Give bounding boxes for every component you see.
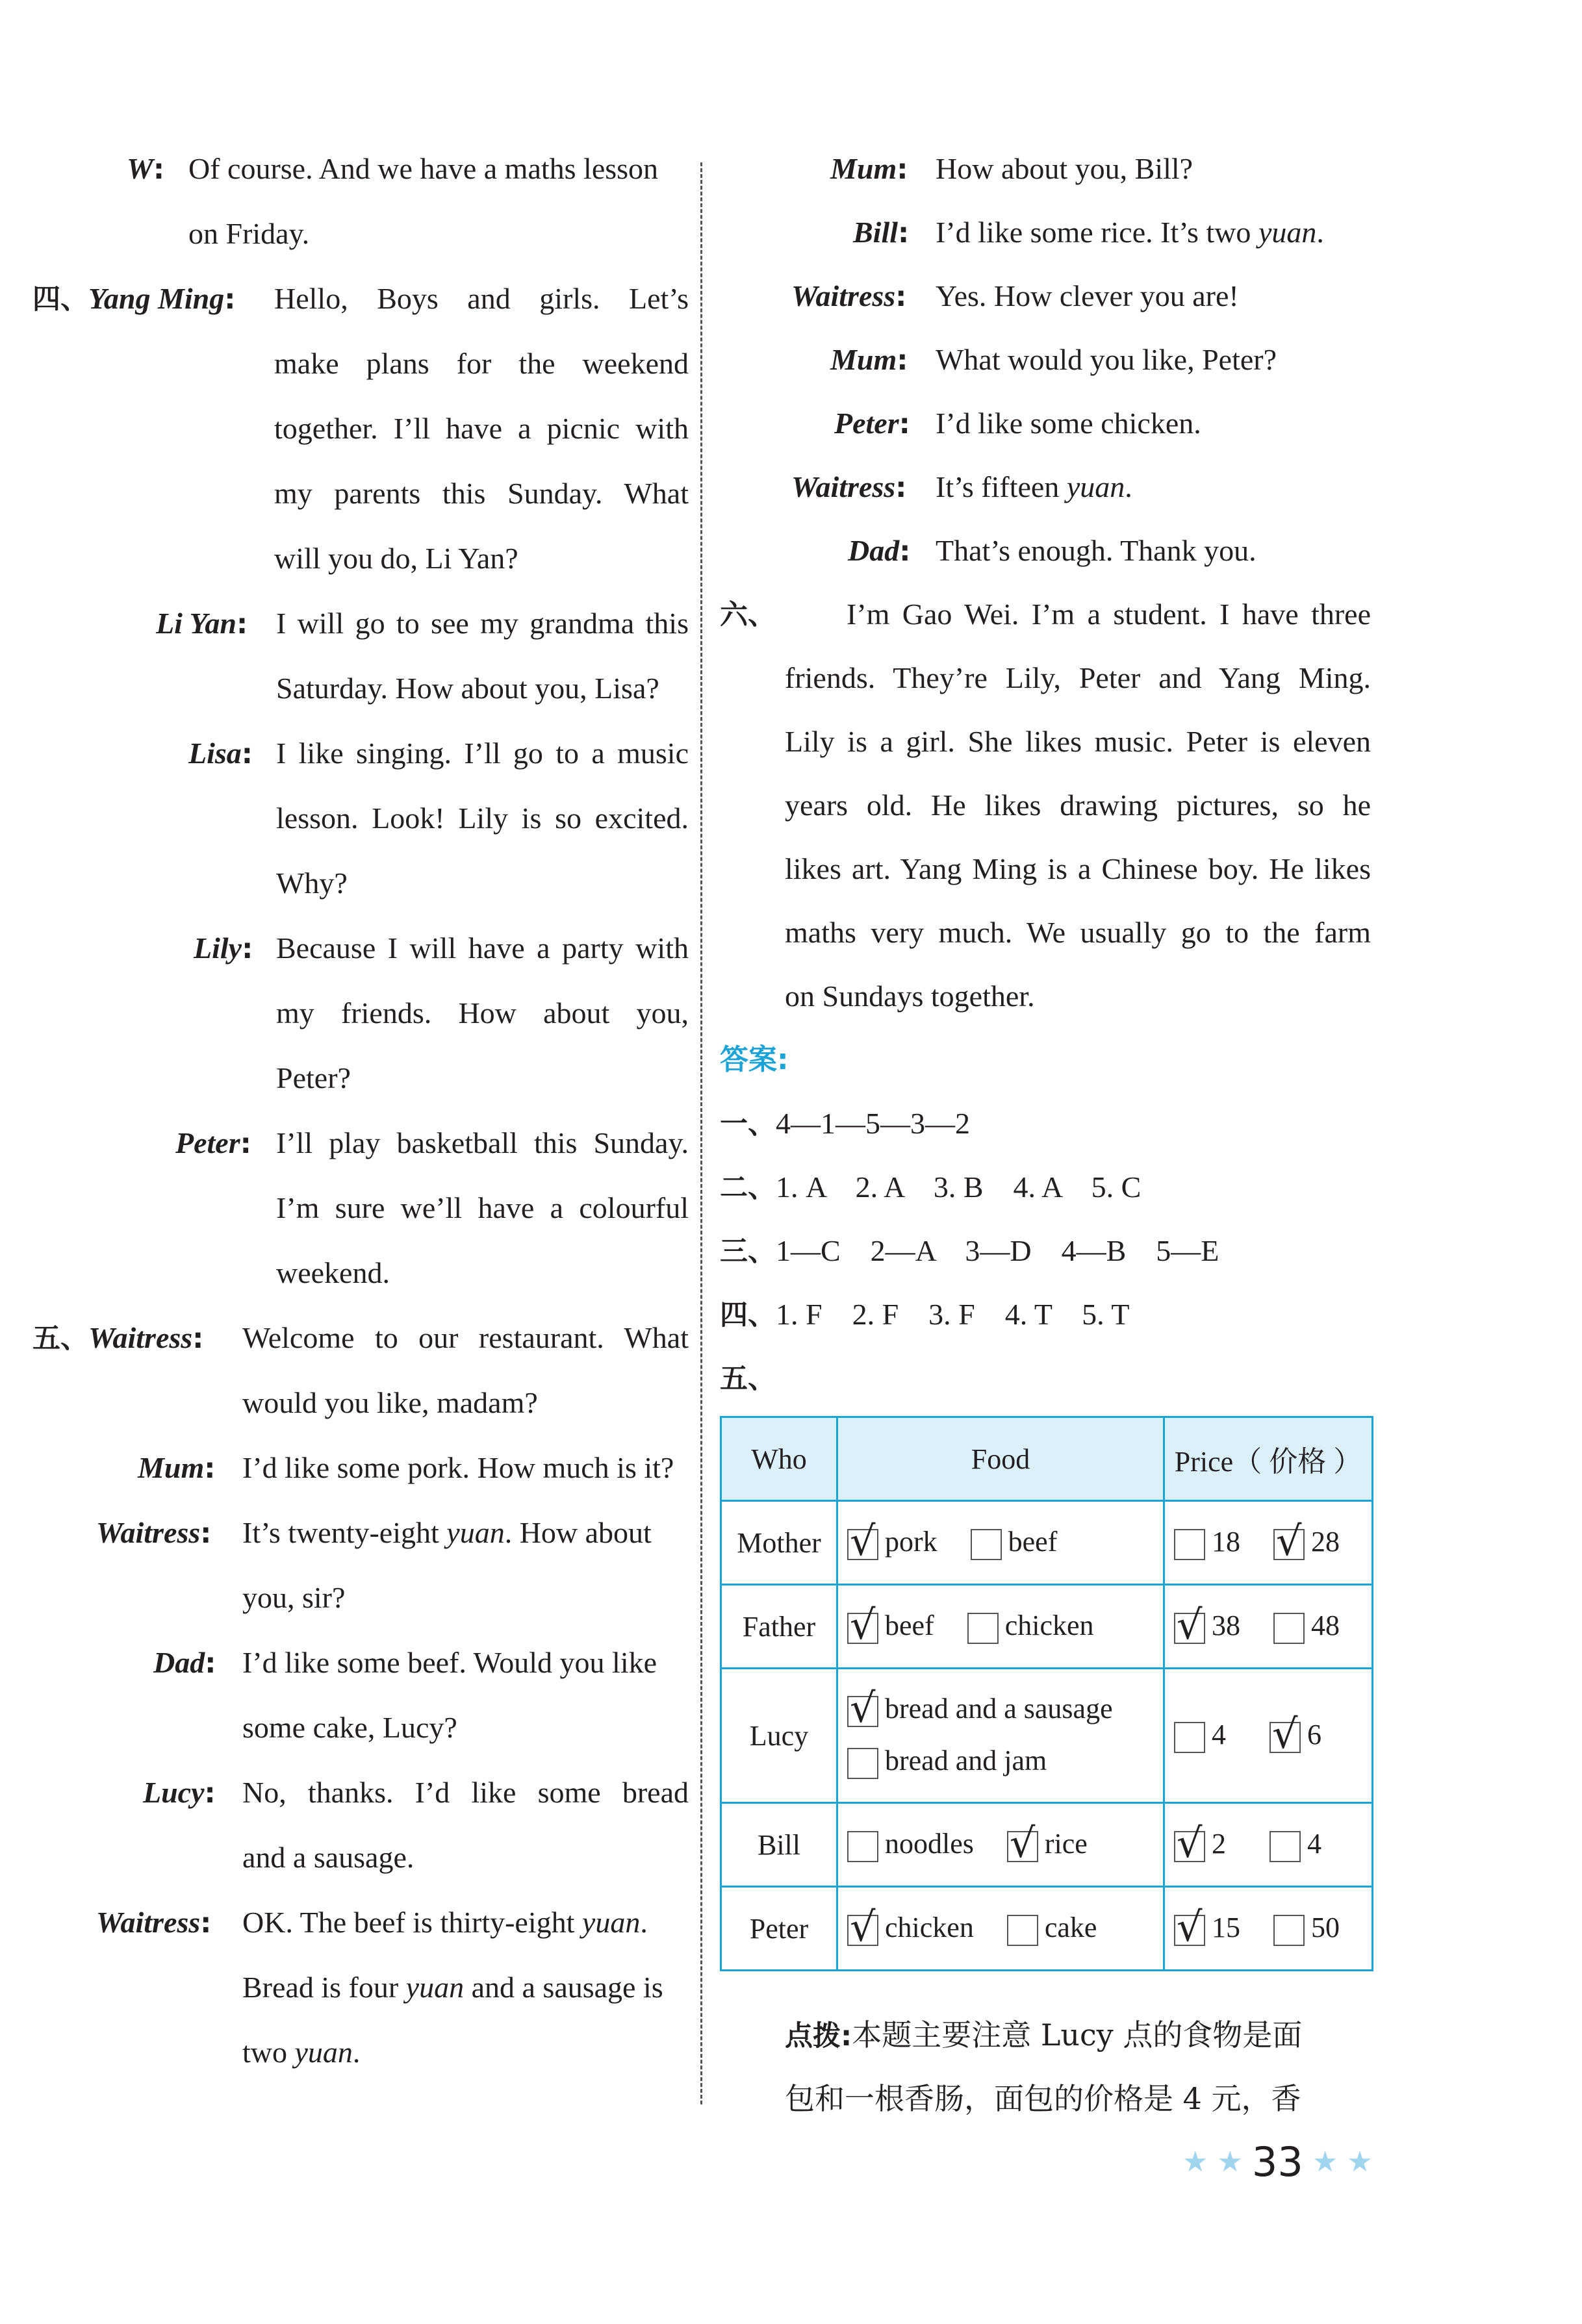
row-food: [837, 1887, 1164, 1971]
food-option: bread and jam: [847, 1744, 1154, 1779]
dialogue-text: It’s fifteen yuan.: [936, 470, 1132, 503]
checkbox-checked[interactable]: [847, 1529, 878, 1560]
dialogue-text: Of course. And we have a maths lesson: [188, 152, 659, 185]
checkbox[interactable]: [1007, 1915, 1038, 1946]
dialogue-text: Yes. How clever you are!: [936, 279, 1239, 312]
dialogue-text: I will go to see my grandma this: [276, 607, 689, 640]
star-icon: ★: [1347, 2145, 1373, 2179]
dialogue-text: two yuan.: [242, 2036, 361, 2069]
price-option: √ 2: [1174, 1827, 1226, 1862]
price-option: 18: [1174, 1525, 1240, 1560]
food-option: chicken: [967, 1609, 1094, 1644]
page-footer: [1182, 2138, 1373, 2186]
section-number: 四、Yang Ming:: [32, 282, 236, 316]
price-option: 4: [1269, 1827, 1321, 1862]
dialogue-text: What would you like, Peter?: [936, 343, 1277, 376]
speaker-label: Lily:: [194, 931, 253, 965]
dialogue-text: Bread is four yuan and a sausage is: [242, 1971, 663, 2004]
tip-line-2: 包和一根香肠，面包的价格是 4 元，香: [785, 2081, 1301, 2116]
food-option: noodles: [847, 1827, 974, 1862]
star-icon: ★: [1182, 2145, 1208, 2179]
dialogue-text: No, thanks. I’d like some bread: [242, 1776, 689, 1809]
speaker-label: Bill:: [853, 216, 910, 249]
table-row: [721, 1501, 1373, 1585]
dialogue-text: I’d like some chicken.: [936, 407, 1201, 440]
star-icon: ★: [1217, 2145, 1243, 2179]
row-price: [1164, 1585, 1373, 1669]
passage-line: years old. He likes drawing pictures, so he: [785, 789, 1371, 822]
tip-line-1: 点拨:本题主要注意 Lucy 点的食物是面: [785, 2017, 1303, 2052]
dialogue-text: I’d like some beef. Would you like: [242, 1646, 657, 1679]
section-number: 五、Waitress:: [32, 1321, 204, 1355]
dialogue-text: I like singing. I’ll go to a music: [276, 737, 689, 770]
table-row: [721, 1585, 1373, 1669]
price-option: √ 6: [1269, 1718, 1321, 1753]
dialogue-text: Welcome to our restaurant. What: [242, 1321, 689, 1354]
row-who: Peter: [721, 1887, 837, 1971]
speaker-label: Mum:: [830, 152, 908, 186]
food-option: √ rice: [1007, 1827, 1088, 1862]
speaker-label: Mum:: [138, 1451, 216, 1485]
speaker-label: Waitress:: [791, 279, 907, 313]
column-divider: [700, 162, 702, 2104]
checkbox-checked[interactable]: [847, 1696, 878, 1727]
checkbox[interactable]: [1174, 1529, 1205, 1560]
food-option: √ chicken: [847, 1911, 974, 1946]
checkbox[interactable]: [971, 1529, 1002, 1560]
dialogue-text: make plans for the weekend: [274, 347, 689, 380]
passage-line: Lily is a girl. She likes music. Peter is eleven: [785, 725, 1371, 758]
food-option: √ beef: [847, 1609, 934, 1644]
table-header-row: [721, 1417, 1373, 1501]
table-row: [721, 1803, 1373, 1887]
passage-line: I’m Gao Wei. I’m a student. I have three: [847, 598, 1371, 631]
checkbox-checked[interactable]: [847, 1613, 878, 1644]
dialogue-text: together. I’ll have a picnic with: [274, 412, 689, 445]
page-number: 33: [1251, 2138, 1303, 2186]
food-option: beef: [971, 1525, 1058, 1560]
checkbox-checked[interactable]: [1269, 1722, 1301, 1753]
row-who: Mother: [721, 1501, 837, 1585]
passage-line: friends. They’re Lily, Peter and Yang Ming.: [785, 661, 1371, 694]
checkbox-checked[interactable]: [1174, 1613, 1205, 1644]
speaker-label: Li Yan:: [156, 607, 248, 640]
speaker-label: Dad:: [848, 534, 911, 568]
speaker-label: Waitress:: [96, 1516, 212, 1550]
checkbox-checked[interactable]: [1273, 1529, 1305, 1560]
speaker-label: Lisa:: [188, 737, 253, 770]
dialogue-text: Hello, Boys and girls. Let’s: [274, 282, 689, 315]
dialogue-text: will you do, Li Yan?: [274, 542, 518, 575]
row-who: Father: [721, 1585, 837, 1669]
row-food: [837, 1585, 1164, 1669]
speaker-label: Waitress:: [791, 470, 907, 504]
checkbox[interactable]: [1273, 1915, 1305, 1946]
dialogue-text: would you like, madam?: [242, 1386, 538, 1419]
price-option: √ 38: [1174, 1609, 1240, 1644]
dialogue-text: How about you, Bill?: [936, 152, 1193, 185]
checkbox[interactable]: [1269, 1831, 1301, 1862]
speaker-label: Lucy:: [143, 1776, 216, 1810]
dialogue-text: Saturday. How about you, Lisa?: [276, 672, 659, 705]
row-price: [1164, 1669, 1373, 1803]
checkbox-checked[interactable]: [1174, 1915, 1205, 1946]
dialogue-text: lesson. Look! Lily is so excited.: [276, 802, 689, 835]
passage-line: likes art. Yang Ming is a Chinese boy. He likes: [785, 852, 1371, 885]
star-icon: ★: [1312, 2145, 1338, 2179]
answers-title: 答案:: [720, 1043, 789, 1076]
row-price: [1164, 1887, 1373, 1971]
checkbox-checked[interactable]: [847, 1915, 878, 1946]
dialogue-text: Because I will have a party with: [276, 931, 689, 965]
speaker-label: Mum:: [830, 343, 908, 377]
checkbox-checked[interactable]: [1007, 1831, 1038, 1862]
dialogue-text: OK. The beef is thirty-eight yuan.: [242, 1906, 648, 1939]
row-price: [1164, 1803, 1373, 1887]
dialogue-text: weekend.: [276, 1256, 390, 1289]
price-option: 50: [1273, 1911, 1340, 1946]
price-option: √ 28: [1273, 1525, 1340, 1560]
checkbox[interactable]: [1174, 1722, 1205, 1753]
food-option: cake: [1007, 1911, 1097, 1946]
price-option: √ 15: [1174, 1911, 1240, 1946]
food-option: √bread and a sausage: [847, 1692, 1154, 1727]
dialogue-text: you, sir?: [242, 1581, 346, 1614]
dialogue-text: That’s enough. Thank you.: [936, 534, 1257, 567]
checkbox[interactable]: [1273, 1613, 1305, 1644]
answer-line: 四、1. F 2. F 3. F 4. T 5. T: [720, 1298, 1130, 1332]
speaker-label: Waitress:: [96, 1906, 212, 1939]
speaker-label: Dad:: [153, 1646, 216, 1680]
table-row: [721, 1887, 1373, 1971]
header-food: Food: [837, 1417, 1164, 1501]
checkbox-checked[interactable]: [1174, 1831, 1205, 1862]
dialogue-line: W:: [127, 152, 165, 186]
dialogue-text: I’ll play basketball this Sunday.: [276, 1126, 689, 1159]
passage-line: maths very much. We usually go to the farm: [785, 916, 1371, 949]
dialogue-text: Peter?: [276, 1061, 351, 1094]
dialogue-text: I’m sure we’ll have a colourful: [276, 1191, 689, 1224]
section-number: 六、: [720, 599, 776, 631]
row-who: Lucy: [721, 1669, 837, 1803]
dialogue-text: my parents this Sunday. What: [274, 477, 689, 510]
row-food: [837, 1501, 1164, 1585]
answer-line: 三、1—C 2—A 3—D 4—B 5—E: [720, 1234, 1219, 1268]
dialogue-text: It’s twenty-eight yuan. How about: [242, 1516, 652, 1549]
dialogue-text: I’d like some pork. How much is it?: [242, 1451, 674, 1484]
row-who: Bill: [721, 1803, 837, 1887]
dialogue-text: some cake, Lucy?: [242, 1711, 457, 1744]
dialogue-text: I’d like some rice. It’s two yuan.: [936, 216, 1324, 249]
checkbox[interactable]: [967, 1613, 999, 1644]
row-food: [837, 1669, 1164, 1803]
dialogue-text: Why?: [276, 866, 348, 900]
answer-line: 一、4—1—5—3—2: [720, 1107, 970, 1141]
speaker-label: Peter:: [175, 1126, 251, 1160]
food-option: √ pork: [847, 1525, 938, 1560]
answer-table: [720, 1416, 1373, 1971]
answer-line: 五、: [720, 1363, 776, 1395]
header-who: Who: [721, 1417, 837, 1501]
row-food: [837, 1803, 1164, 1887]
answer-line: 二、1. A 2. A 3. B 4. A 5. C: [720, 1170, 1142, 1204]
table-row: [721, 1669, 1373, 1803]
price-option: 48: [1273, 1609, 1340, 1644]
price-option: 4: [1174, 1718, 1226, 1753]
dialogue-text: and a sausage.: [242, 1841, 415, 1874]
dialogue-text: on Friday.: [188, 217, 310, 250]
speaker-label: Peter:: [834, 407, 910, 440]
passage-line: on Sundays together.: [785, 979, 1035, 1013]
row-price: [1164, 1501, 1373, 1585]
header-price: Price（ 价格 ）: [1164, 1417, 1373, 1501]
checkbox[interactable]: [847, 1748, 878, 1779]
dialogue-text: my friends. How about you,: [276, 996, 689, 1029]
checkbox[interactable]: [847, 1831, 878, 1862]
